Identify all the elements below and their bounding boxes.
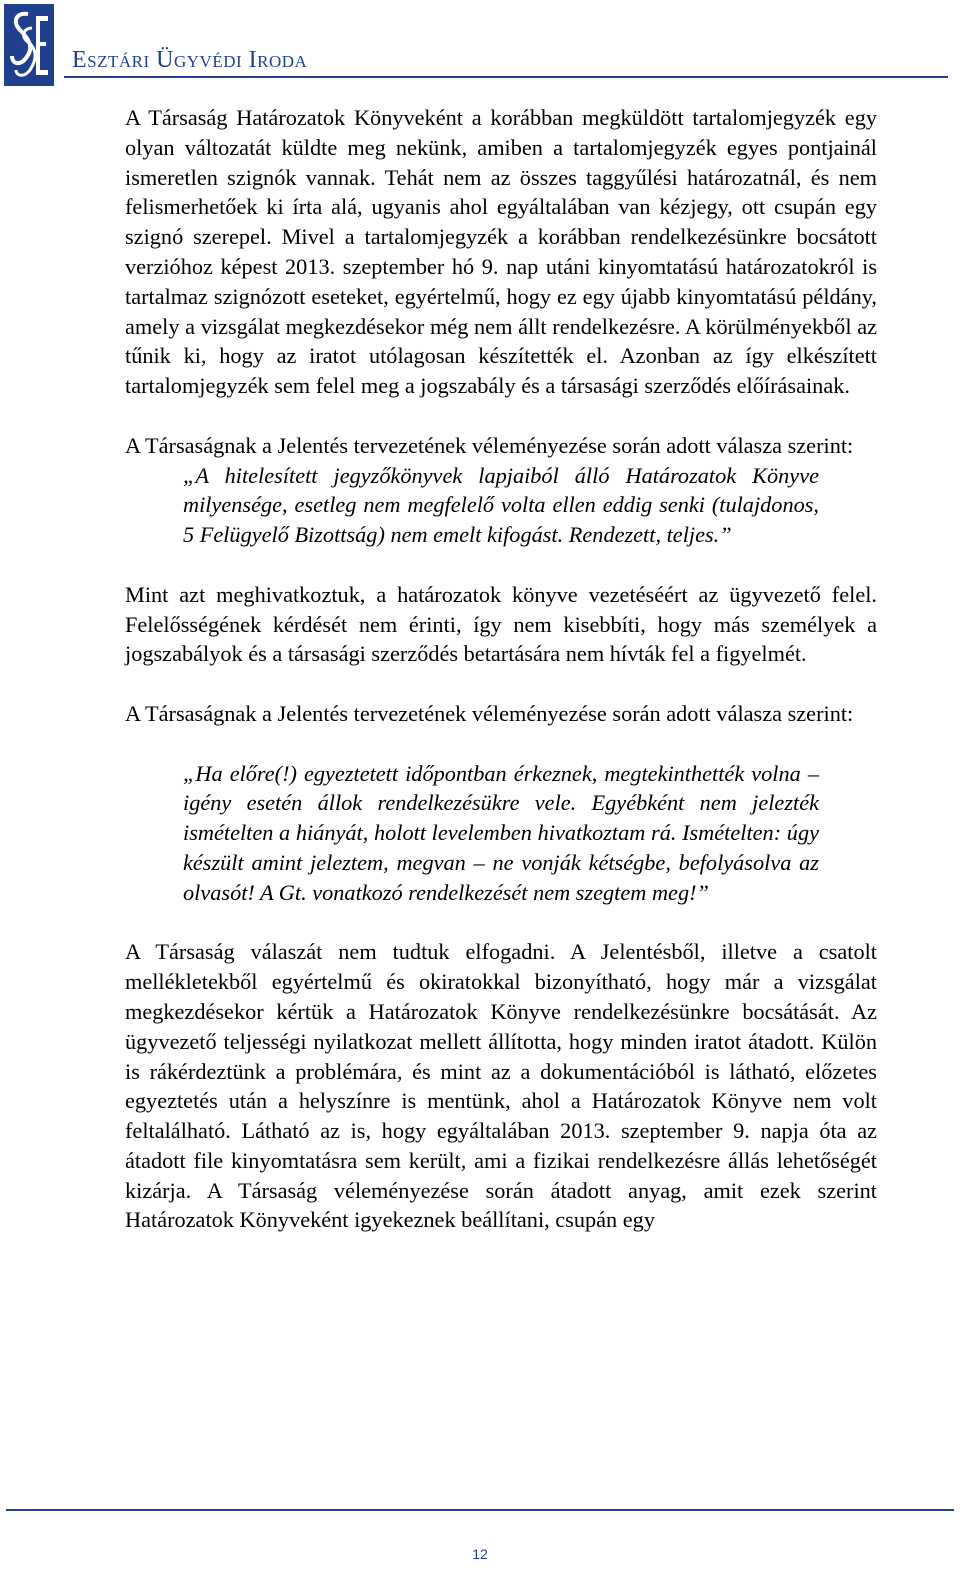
logo-graphic: [4, 4, 54, 86]
se-monogram-logo-icon: [4, 4, 54, 86]
document-body: [125, 103, 877, 1235]
quote-2: „Ha előre(!) egyeztetett időpontban érkeznek, megtekinthették volna – igény esetén állok rendelkezésükre vele. Egyébként nem jelezték ismételten a hiányát, holott levelemben hivatkoztam rá. Ismételten: úgy készült amint jeleztem, megvan – ne vonják kétségbe, befolyásolva az olvasót! A Gt. vonatkozó rendelkezését nem szegtem meg!”: [183, 760, 819, 905]
paragraph-1: A Társaság Határozatok Könyveként a korábban megküldött tartalomjegyzék egy olyan változatát küldte meg nekünk, amiben a tartalomjegyzék egyes pontjainál ismeretlen szignók vannak. Tehát nem az összes taggyűlési határozatnál, és nem felismerhetőek ki írta alá, ugyanis ahol egyáltalában van kézjegy, ott csupán egy szignó szerepel. Mivel a tartalomjegyzék a korábban rendelkezésünkre bocsátott verzióhoz képest 2013. szeptember hó 9. nap utáni kinyomtatású határozatokról is tartalmaz szignózott eseteket, egyértelmű, hogy ez egy újabb kinyomtatású példány, amely a vizsgálat megkezdésekor még nem állt rendelkezésre. A körülményekből az tűnik ki, hogy az iratot utólagosan készítették el. Azonban az így elkészített tartalomjegyzék sem felel meg a jogszabály és a társasági szerződés előírásainak.: [125, 105, 877, 399]
firm-name: Esztári Ügyvédi Iroda: [72, 47, 308, 73]
paragraph-3: Mint azt meghivatkoztuk, a határozatok könyve vezetéséért az ügyvezető felel. Felelősségének kérdését nem érinti, így nem kisebbíti, hogy más személyek a jogszabályok és a társasági szerződés betartására nem hívták fel a figyelmét.: [125, 581, 877, 667]
paragraph-4: A Társaságnak a Jelentés tervezetének véleményezése során adott válasza szerint:: [125, 700, 854, 726]
paragraph-2: A Társaságnak a Jelentés tervezetének véleményezése során adott válasza szerint:: [125, 432, 854, 458]
paragraph-5: A Társaság válaszát nem tudtuk elfogadni. A Jelentésből, illetve a csatolt mellékletekből egyértelmű és okiratokkal bizonyítható, hogy már a vizsgálat megkezdésekor kértük a Határozatok Könyve rendelkezésünkre bocsátását. Az ügyvezető teljességi nyilatkozat mellett állította, hogy minden iratot átadott. Külön is rákérdeztünk a problémára, és mint az a dokumentációból is látható, előzetes egyeztetés után a helyszínre is mentünk, ahol a Határozatok Könyve nem volt feltalálható. Látható az is, hogy egyáltalában 2013. szeptember 9. napja óta az átadott file kinyomtatásra sem került, ami a fizikai rendelkezésre állás lehetőségét kizárja. A Társaság véleményezése során átadott anyag, amit ezek szerint Határozatok Könyveként igyekeznek beállítani, csupán egy: [125, 939, 877, 1233]
quote-1: „A hitelesített jegyzőkönyvek lapjaiból álló Határozatok Könyve milyensége, esetleg nem megfelelő volta ellen eddig senki (tulajdonos, 5 Felügyelő Bizottság) nem emelt kifogást. Rendezett, teljes.”: [183, 462, 819, 548]
header-divider: [64, 76, 948, 78]
footer-divider: [6, 1509, 954, 1511]
page-number: 12: [472, 1546, 488, 1562]
page-header: [0, 0, 960, 90]
